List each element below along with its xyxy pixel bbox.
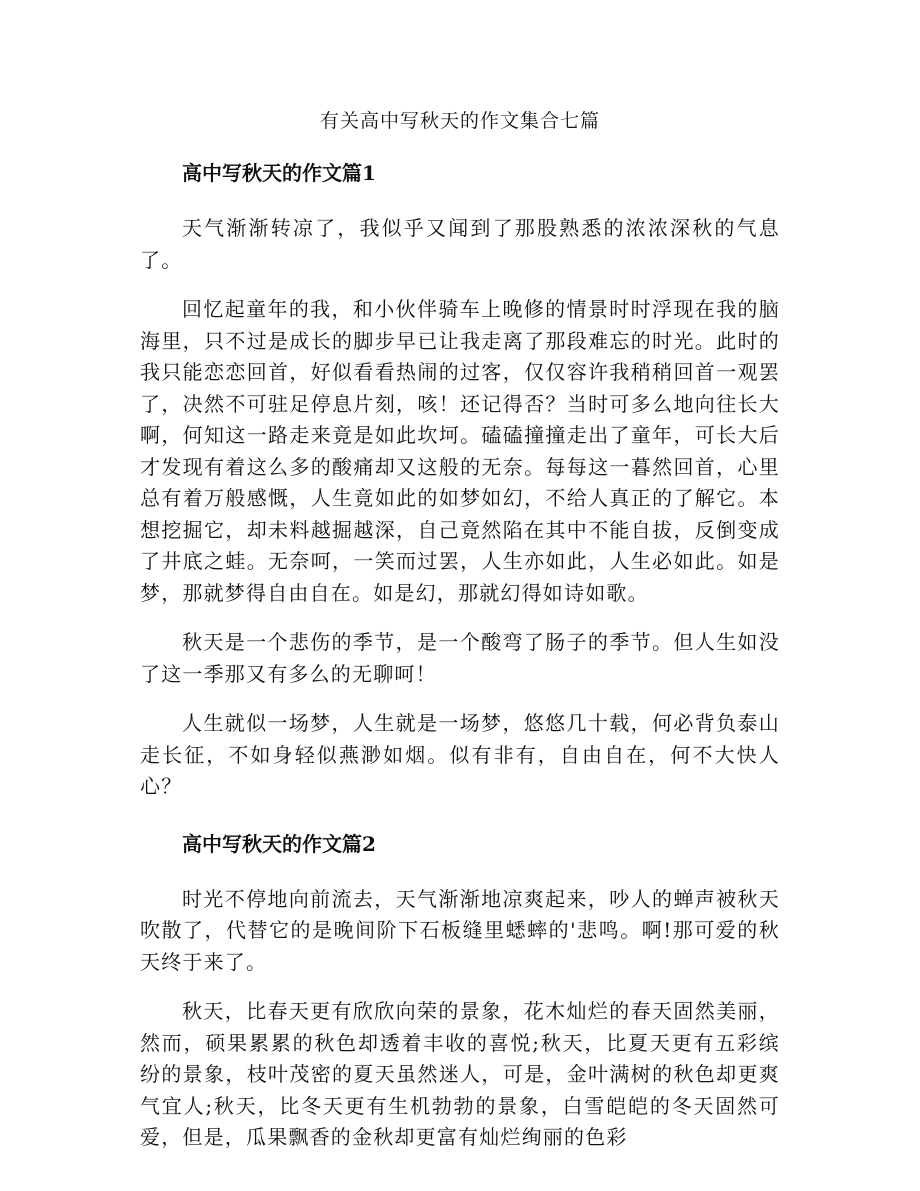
section-heading: 高中写秋天的作文篇2 — [182, 831, 376, 856]
paragraph: 秋天是一个悲伤的季节，是一个酸弯了肠子的季节。但人生如没了这一季那又有多么的无聊呵！ — [140, 630, 780, 686]
section-heading: 高中写秋天的作文篇1 — [182, 161, 376, 185]
document-title: 有关高中写秋天的作文集合七篇 — [319, 110, 600, 132]
essay-section-1 — [140, 158, 780, 803]
paragraph: 回忆起童年的我，和小伙伴骑车上晚修的情景时时浮现在我的脑海里，只不过是成长的脚步早已让我走离了那段难忘的时光。此时的我只能恋恋回首，好似看看热闹的过客，仅仅容许我稍稍回首一观罢了，决然不可驻足停息片刻，咳！还记得否？当时可多么地向往长大啊，何知这一路走来竟是如此坎坷。磕磕撞撞走出了童年，可长大后才发现有着这么多的酸痛却又这般的无奈。每每这一暮然回首，心里总有着万般感慨，人生竟如此的如梦如幻，不给人真正的了解它。本想挖掘它，却未料越掘越深，自己竟然陷在其中不能自拔，反倒变成了井底之蛙。无奈呵，一笑而过罢，人生亦如此，人生必如此。如是梦，那就梦得自由自在。如是幻，那就幻得如诗如歌。 — [140, 297, 780, 605]
paragraph: 天气渐渐转凉了，我似乎又闻到了那股熟悉的浓浓深秋的气息了。 — [140, 216, 780, 272]
document-body — [140, 158, 780, 1180]
essay-section-2 — [140, 829, 780, 1154]
paragraph: 人生就似一场梦，人生就是一场梦，悠悠几十载，何必背负泰山走长征，不如身轻似燕渺如烟。似有非有，自由自在，何不大快人心？ — [140, 711, 780, 798]
paragraph: 秋天，比春天更有欣欣向荣的景象，花木灿烂的春天固然美丽，然而，硕果累累的秋色却透着丰收的喜悦;秋天，比夏天更有五彩缤纷的景象，枝叶茂密的夏天虽然迷人，可是，金叶满树的秋色却更爽气宜人;秋天，比冬天更有生机勃勃的景象，白雪皑皑的冬天固然可爱，但是，瓜果飘香的金秋却更富有灿烂绚丽的色彩 — [140, 999, 780, 1149]
paragraph: 时光不停地向前流去，天气渐渐地凉爽起来，吵人的蝉声被秋天吹散了，代替它的是晚间阶下石板缝里蟋蟀的'悲鸣。啊!那可爱的秋天终于来了。 — [140, 886, 780, 974]
